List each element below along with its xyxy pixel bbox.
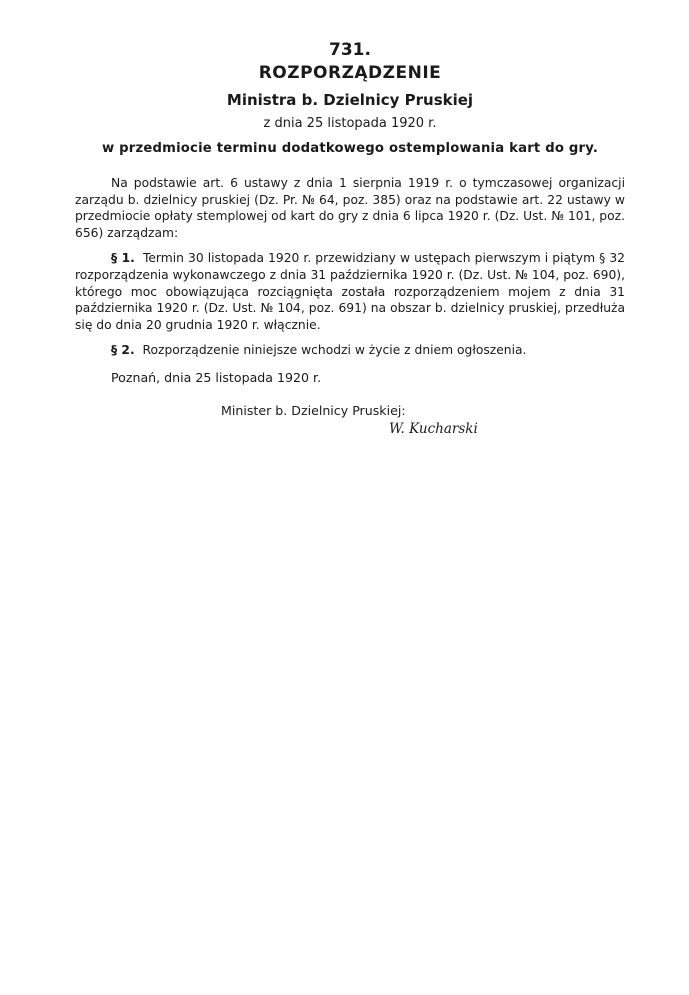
preamble-paragraph: Na podstawie art. 6 ustawy z dnia 1 sierpnia 1919 r. o tymczasowej organizacji zarządu b. dzielnicy pruskiej (Dz. Pr. № 64, poz. 385) oraz na podstawie art. 22 ustawy w przedmiocie opłaty stemplowej od kart do gry z dnia 6 lipca 1920 r. (Dz. Ust. № 101, poz. 656) zarządzam:: [75, 176, 625, 240]
section-2-label: § 2.: [111, 343, 135, 358]
signer-name: W. Kucharski: [389, 420, 478, 437]
act-number: 731.: [329, 40, 371, 60]
section-2-text: Rozporządzenie niniejsze wchodzi w życie z dniem ogłoszenia.: [142, 343, 527, 358]
act-date: z dnia 25 listopada 1920 r.: [263, 116, 437, 131]
act-title: ROZPORZĄDZENIE: [258, 63, 442, 83]
act-body: [75, 175, 625, 359]
signature-block: [221, 402, 625, 438]
document-page: [75, 38, 625, 438]
act-subject: w przedmiocie terminu dodatkowego ostemplowania kart do gry.: [101, 141, 599, 156]
section-1-paragraph: [75, 250, 625, 333]
section-1-text: Termin 30 listopada 1920 r. przewidziany w ustępach pierwszym i piątym § 32 rozporządzenia wykonawczego z dnia 31 października 1920 r. (Dz. Ust. № 104, poz. 690), którego moc obowiązująca rozciągnięta została rozporządzeniem mojem z dnia 31 października 1920 r. (Dz. Ust. № 104, poz. 691) na obszar b. dzielnicy pruskiej, przedłuża się do dnia 20 grudnia 1920 r. włącznie.: [75, 251, 625, 332]
signer-title: Minister b. Dzielnicy Pruskiej:: [221, 402, 406, 418]
section-1-label: § 1.: [111, 251, 135, 266]
section-2-paragraph: [75, 342, 625, 359]
place-and-date: Poznań, dnia 25 listopada 1920 r.: [111, 369, 322, 385]
act-issuer: Ministra b. Dzielnicy Pruskiej: [226, 91, 474, 109]
